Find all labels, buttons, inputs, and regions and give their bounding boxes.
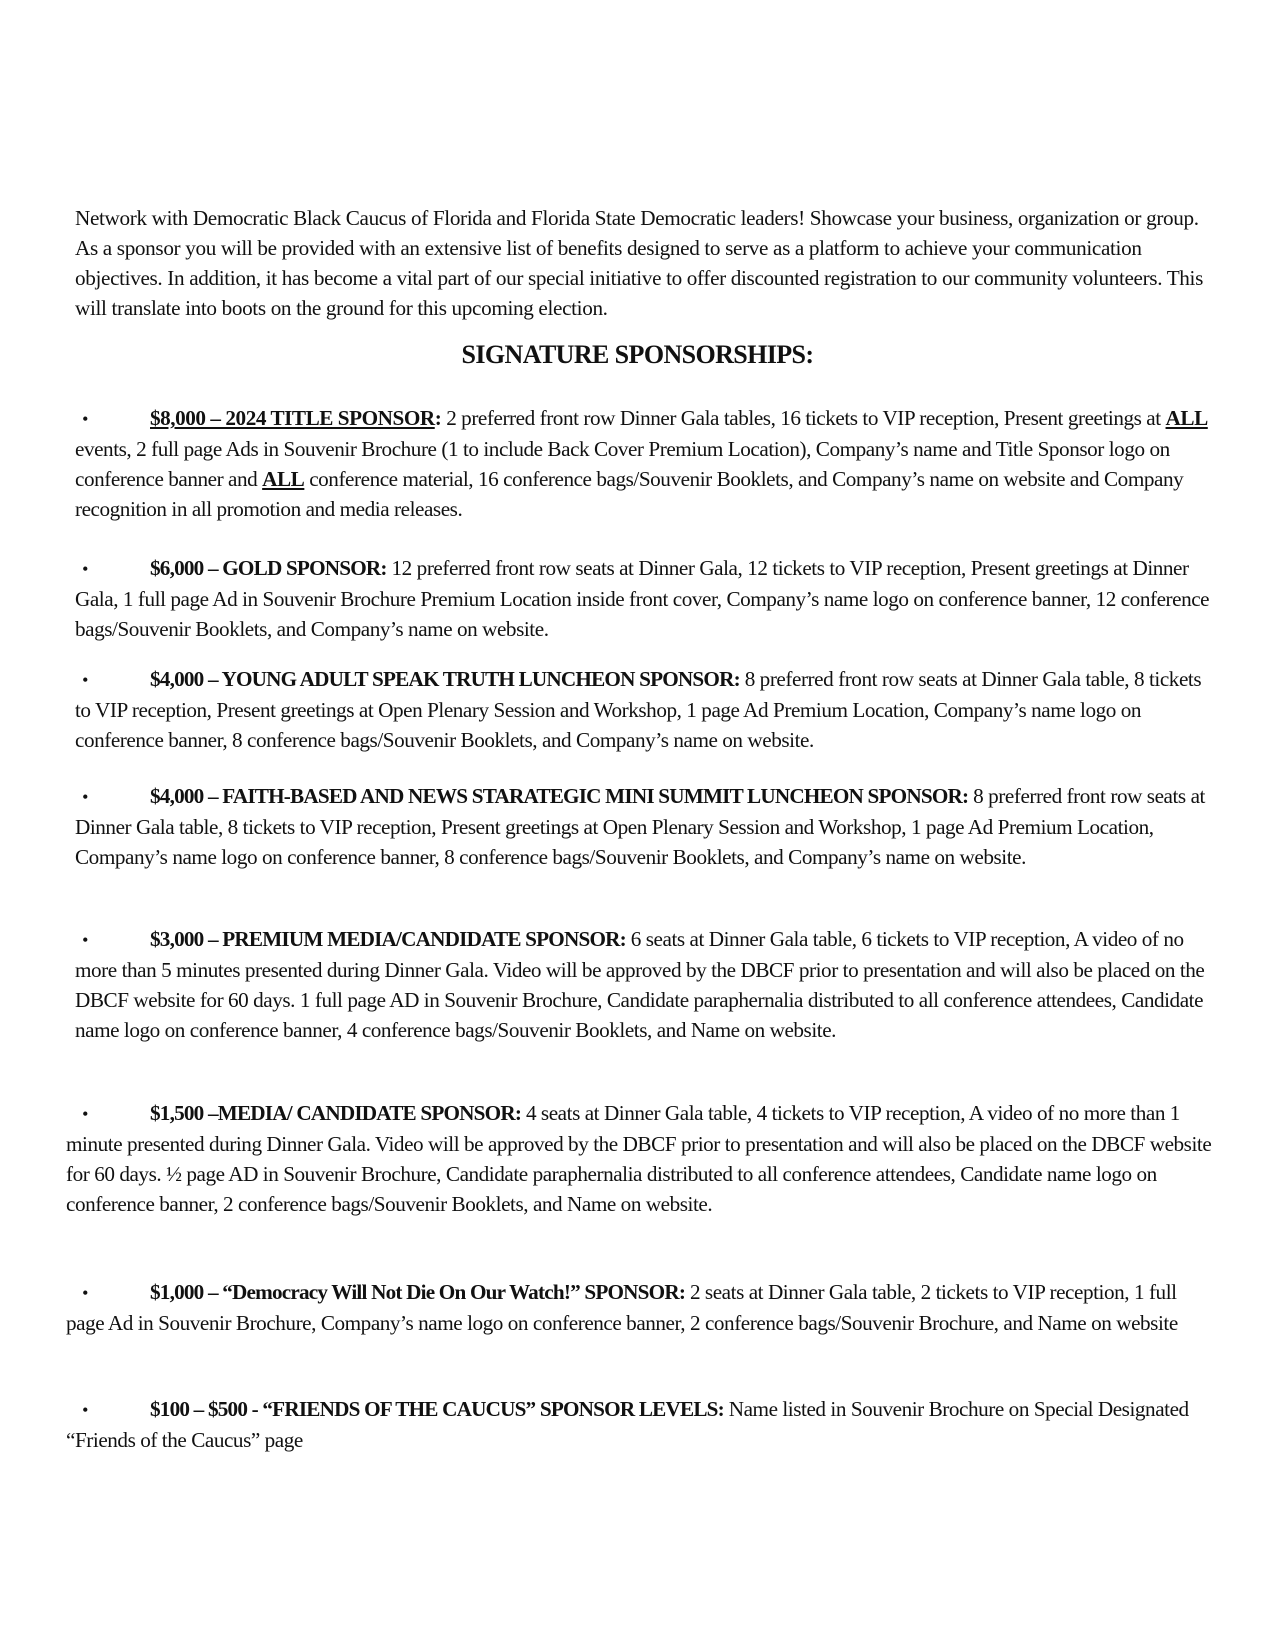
sponsorship-text: events, 2 full page Ads in Souvenir Brochure (1 to include Back Cover Premium Location), Company’s name and Title Sponsor logo on conference banner and	[75, 437, 1170, 491]
bullet-icon: •	[82, 670, 88, 690]
sponsorship-lead: $4,000 – FAITH-BASED AND NEWS STARATEGIC MINI SUMMIT LUNCHEON SPONSOR:	[150, 784, 969, 808]
sponsorship-item-media-candidate	[66, 1098, 1216, 1219]
sponsorship-lead	[150, 406, 441, 430]
sponsorship-text: 6 seats at Dinner Gala table, 6 tickets to VIP reception, A video of no more than 5 minutes presented during Dinner Gala. Video will be approved by the DBCF prior to presentation and will also be placed on the DBCF website for 60 days. 1 full page AD in Souvenir Brochure, Candidate paraphernalia distributed to all conference attendees, Candidate name logo on conference banner, 4 conference bags/Souvenir Booklets, and Name on website.	[75, 927, 1205, 1042]
sponsorship-text: 2 preferred front row Dinner Gala tables, 16 tickets to VIP reception, Present greetings at	[441, 406, 1166, 430]
sponsorship-text: 4 seats at Dinner Gala table, 4 tickets to VIP reception, A video of no more than 1 minute presented during Dinner Gala. Video will be approved by the DBCF prior to presentation and will also be placed on the DBCF website for 60 days. ½ page AD in Souvenir Brochure, Candidate paraphernalia distributed to all conference attendees, Candidate name logo on conference banner, 2 conference bags/Souvenir Booklets, and Name on website.	[66, 1101, 1212, 1216]
sponsorship-text: conference material, 16 conference bags/Souvenir Booklets, and Company’s name on website and Company recognition in all promotion and media releases.	[75, 467, 1184, 521]
sponsorship-item-young-adult	[75, 664, 1215, 755]
intro-paragraph: Network with Democratic Black Caucus of Florida and Florida State Democratic leaders! Showcase your business, organization or group. As a sponsor you will be provided with an extensive list of benefits designed to serve as a platform to achieve your communication objectives. In addition, it has become a vital part of our special initiative to offer discounted registration to our community volunteers. This will translate into boots on the ground for this upcoming election.	[75, 206, 1203, 320]
emphasis-all: ALL	[1165, 406, 1208, 430]
sponsorship-text: 8 preferred front row seats at Dinner Gala table, 8 tickets to VIP reception, Present greetings at Open Plenary Session and Workshop, 1 page Ad Premium Location, Company’s name logo on conference banner, 8 conference bags/Souvenir Booklets, and Company’s name on website.	[75, 667, 1202, 752]
sponsorship-text: 2 seats at Dinner Gala table, 2 tickets to VIP reception, 1 full page Ad in Souvenir Brochure, Company’s name logo on conference banner, 2 conference bags/Souvenir Brochure, and Name on website	[66, 1280, 1178, 1335]
sponsorship-lead-text: $8,000 – 2024 TITLE SPONSOR	[150, 406, 435, 430]
sponsorship-text: 12 preferred front row seats at Dinner Gala, 12 tickets to VIP reception, Present greetings at Dinner Gala, 1 full page Ad in Souvenir Brochure Premium Location inside front cover, Company’s name logo on conference banner, 12 conference bags/Souvenir Booklets, and Company’s name on website.	[75, 556, 1210, 641]
bullet-icon: •	[82, 1283, 88, 1303]
sponsorship-item-democracy	[66, 1277, 1216, 1338]
bullet-icon: •	[82, 1104, 88, 1124]
section-heading: SIGNATURE SPONSORSHIPS:	[461, 340, 814, 369]
emphasis-all: ALL	[262, 467, 305, 491]
sponsorship-lead: $3,000 – PREMIUM MEDIA/CANDIDATE SPONSOR:	[150, 927, 626, 951]
sponsorship-text: 8 preferred front row seats at Dinner Gala table, 8 tickets to VIP reception, Present greetings at Open Plenary Session and Workshop, 1 page Ad Premium Location, Company’s name logo on conference banner, 8 conference bags/Souvenir Booklets, and Company’s name on website.	[75, 784, 1205, 869]
sponsorship-lead-text: $6,000 – GOLD SPONSOR	[150, 556, 381, 580]
lead-colon: :	[380, 556, 387, 580]
sponsorship-lead: $1,000 – “Democracy Will Not Die On Our Watch!” SPONSOR:	[150, 1280, 686, 1304]
bullet-icon: •	[82, 559, 88, 579]
sponsorship-lead: $100 – $500 - “FRIENDS OF THE CAUCUS” SPONSOR LEVELS:	[150, 1397, 724, 1421]
bullet-icon: •	[82, 409, 88, 429]
lead-colon: :	[434, 406, 442, 430]
bullet-icon: •	[82, 1400, 88, 1420]
sponsorship-lead	[150, 556, 387, 580]
bullet-icon: •	[82, 787, 88, 807]
sponsorship-lead: $1,500 –MEDIA/ CANDIDATE SPONSOR:	[150, 1101, 522, 1125]
sponsorship-item-gold	[75, 553, 1215, 644]
sponsorship-lead: $4,000 – YOUNG ADULT SPEAK TRUTH LUNCHEON SPONSOR:	[150, 667, 740, 691]
sponsorship-text: Name listed in Souvenir Brochure on Special Designated “Friends of the Caucus” page	[66, 1397, 1189, 1452]
sponsorship-item-faith-based	[75, 781, 1215, 872]
sponsorship-item-friends	[66, 1394, 1216, 1455]
sponsorship-item-title	[75, 403, 1215, 524]
bullet-icon: •	[82, 930, 88, 950]
sponsorship-item-premium-media	[75, 924, 1215, 1045]
